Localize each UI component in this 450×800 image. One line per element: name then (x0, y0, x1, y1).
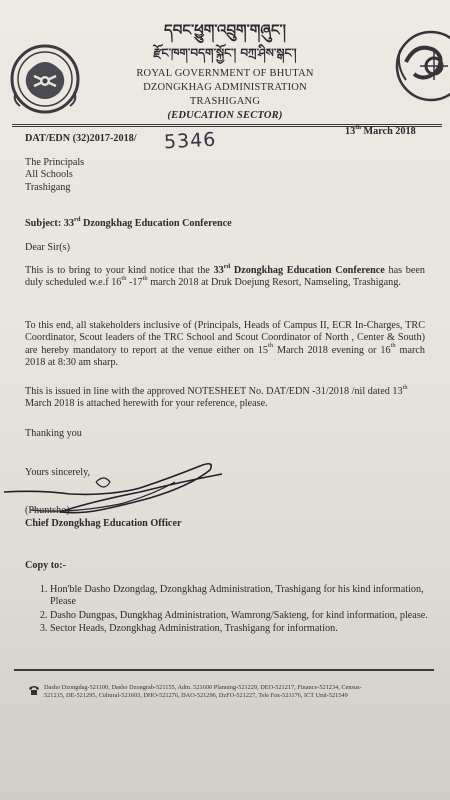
header-rule (12, 124, 442, 125)
footer-line-2: 521215, DE-521295, Cultural-521603, DHO-521276, DAO-521296, DzFO-521227, Tele Fax-521176, ICT Unit-521549 (44, 692, 348, 699)
recipient-line-2: All Schools (25, 169, 73, 181)
body-paragraph-1: This is to bring to your kind notice that the 33rd Dzongkhag Education Conference has been duly scheduled w.e.f 16th -17th march 2018 at Druk Doejung Resort, Namseling, Trashigang. (25, 262, 425, 289)
recipient-line-1: The Principals (25, 157, 85, 168)
government-name: ROYAL GOVERNMENT OF BHUTAN (136, 68, 314, 79)
recipient-block (25, 157, 84, 194)
copy-to-heading: Copy to:- (25, 560, 67, 571)
letter-date: 13th March 2018 (345, 123, 416, 137)
body-paragraph-2: To this end, all stakeholders inclusive of (Principals, Heads of Campus II, ECR In-Charges, TRC Coordinator, Scout leaders of the TRC School and Scout Coordinator of North , Center & South) are hereby mandatory to report at the venue either on 15th March 2018 evening or 16th march 2018 at 8:30 am sharp. (25, 320, 425, 369)
thanking-line: Thanking you (25, 428, 82, 439)
copy-to-item-1: 1. Hon'ble Dasho Dzongdag, Dzongkhag Administration, Trashigang for his kind information, Please (50, 584, 430, 609)
district-name: TRASHIGANG (189, 96, 261, 107)
signatory-title: Chief Dzongkhag Education Officer (25, 518, 182, 529)
subject-line: Subject: 33rd Dzongkhag Education Conference (25, 215, 232, 229)
handwritten-number: 5346 (163, 128, 217, 154)
signatory-name: (Phuntsho) (25, 505, 70, 516)
dzongkha-title-1: དབང་ཕྱུག་འབྲུག་གཞུང་། (164, 21, 286, 39)
footer-rule (14, 669, 434, 671)
footer-line-1: Dasho Dzongdag-521100, Dasho Dzongrab-521155, Adm. 521600 Planning-521229, DEO-521217, Finance-521234, Census- (44, 684, 362, 691)
sector-name: (EDUCATION SECTOR) (167, 110, 283, 121)
salutation: Dear Sir(s) (25, 242, 70, 253)
footer-contacts (44, 684, 444, 700)
dzongkha-title-2: རྫོང་ཁག་བདག་སྐྱོང་། བཀྲ་ཤིས་སྒང་། (153, 46, 297, 60)
phone-icon (28, 683, 40, 695)
copy-to-item-3: 3. Sector Heads, Dzongkhag Administration, Trashigang for information. (50, 623, 430, 635)
administration-name: DZONGKHAG ADMINISTRATION (143, 82, 307, 93)
body-paragraph-3: This is issued in line with the approved NOTESHEET No. DAT/EDN -31/2018 /nil dated 13th March 2018 is attached herewith for your reference, please. (25, 383, 408, 410)
yours-sincerely: Yours sincerely, (25, 467, 91, 478)
recipient-line-3: Trashigang (25, 181, 71, 193)
copy-to-list (30, 584, 430, 637)
copy-to-item-2: 2. Dasho Dungpas, Dungkhag Administration, Wamrong/Sakteng, for kind information, please. (50, 610, 430, 622)
reference-number: DAT/EDN (32)2017-2018/ (25, 133, 137, 144)
